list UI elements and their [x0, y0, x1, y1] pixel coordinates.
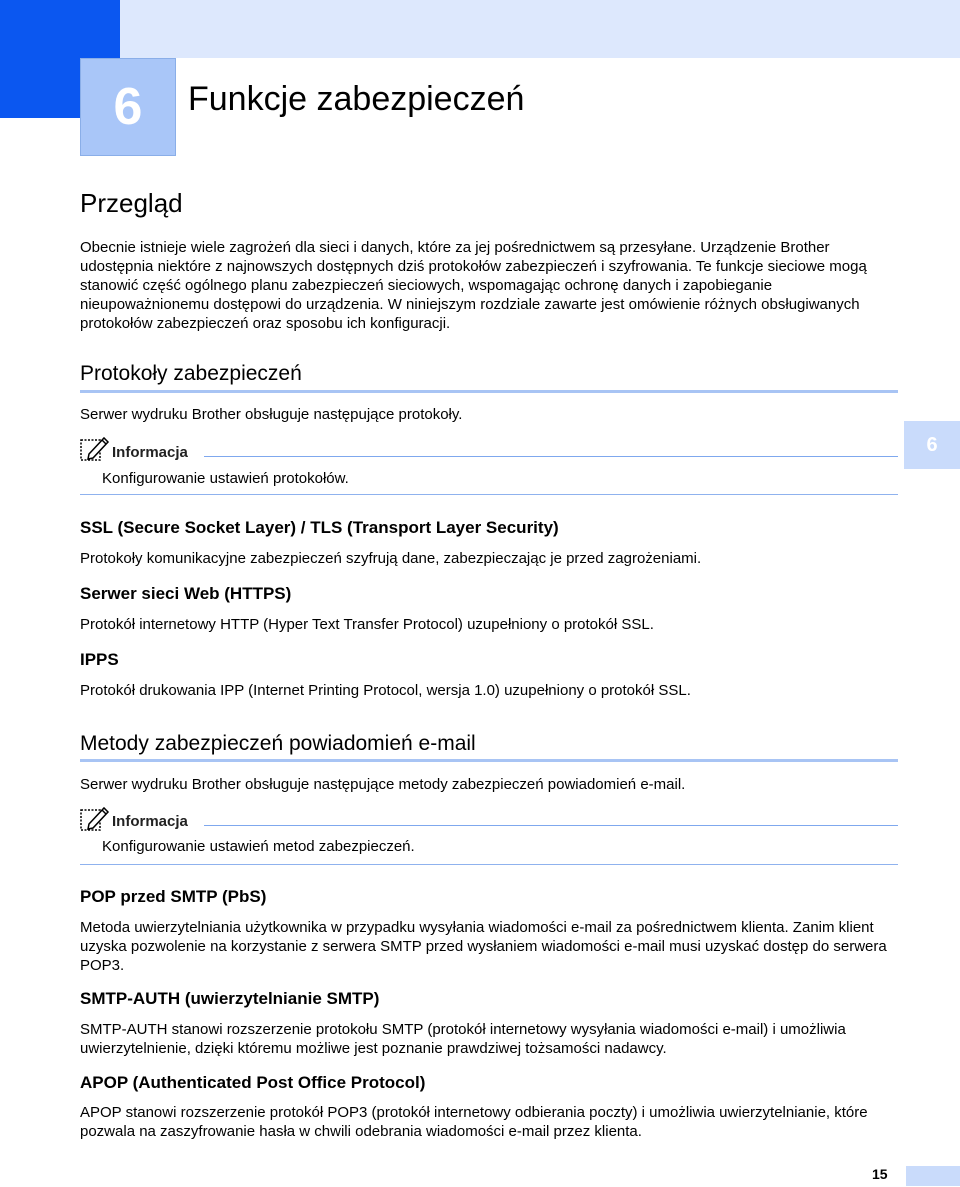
item-heading: SMTP-AUTH (uwierzytelnianie SMTP) [80, 989, 380, 1008]
chapter-side-tab: 6 [904, 421, 960, 469]
note-label: Informacja [112, 444, 188, 461]
email-intro: Serwer wydruku Brother obsługuje następujące metody zabezpieczeń powiadomień e-mail. [80, 776, 686, 793]
item-text: APOP stanowi rozszerzenie protokół POP3 (protokół internetowy odbierania poczty) i umożliwia uwierzytelnianie, które pozwala na zaszyfrowanie hasła w chwili odebrania wiadomości e-mail przez klienta. [80, 1104, 868, 1140]
item-text: SMTP-AUTH stanowi rozszerzenie protokołu SMTP (protokół internetowy wysyłania wiadomości e-mail) i umożliwia uwierzytelnienie, dzięki któremu możliwe jest poznanie prawdziwej tożsamości nadawcy. [80, 1021, 846, 1057]
note-divider [204, 825, 898, 826]
chapter-title: Funkcje zabezpieczeń [188, 80, 525, 118]
note-text: Konfigurowanie ustawień metod zabezpieczeń. [102, 838, 415, 855]
note-end-rule [80, 864, 898, 865]
email-heading-rule [80, 759, 898, 762]
item-heading: Serwer sieci Web (HTTPS) [80, 584, 292, 603]
note-pencil-icon [80, 806, 110, 832]
note-divider [204, 456, 898, 457]
email-heading: Metody zabezpieczeń powiadomień e-mail [80, 732, 476, 755]
overview-heading: Przegląd [80, 188, 183, 218]
protocols-heading-rule [80, 390, 898, 393]
item-text: Metoda uwierzytelniania użytkownika w przypadku wysyłania wiadomości e-mail za pośrednictwem klienta. Zanim klient uzyska pozwolenie na korzystanie z serwera SMTP przed wysłaniem wiadomości e-mail musi uzyskać dostęp do serwera POP3. [80, 919, 887, 974]
item-heading: SSL (Secure Socket Layer) / TLS (Transport Layer Security) [80, 518, 559, 537]
item-heading: IPPS [80, 650, 119, 669]
page-number: 15 [872, 1166, 888, 1182]
chapter-number: 6 [80, 58, 176, 156]
page-number-bar [906, 1166, 960, 1186]
protocols-heading: Protokoły zabezpieczeń [80, 362, 302, 385]
overview-text: Obecnie istnieje wiele zagrożeń dla sieci i danych, które za jej pośrednictwem są przesyłane. Urządzenie Brother udostępnia niektóre z najnowszych dostępnych dziś protokołów zabezpieczeń i szyfrowania. Te funkcje sieciowe mogą stanowić część ogólnego planu zabezpieczeń sieciowych, wspomagając ochronę danych i zapobieganie nieupoważnionemu dostępowi do urządzenia. W niniejszym rozdziale zawarte jest omówienie różnych obsługiwanych protokołów zabezpieczeń oraz sposobu ich konfiguracji. [80, 239, 867, 332]
item-text: Protokół internetowy HTTP (Hyper Text Transfer Protocol) uzupełniony o protokół SSL. [80, 616, 654, 633]
note-label: Informacja [112, 813, 188, 830]
header-band [120, 0, 960, 58]
protocols-intro: Serwer wydruku Brother obsługuje następujące protokoły. [80, 406, 463, 423]
note-end-rule [80, 494, 898, 495]
note-text: Konfigurowanie ustawień protokołów. [102, 470, 349, 487]
item-text: Protokoły komunikacyjne zabezpieczeń szyfrują dane, zabezpieczając je przed zagrożeniami. [80, 550, 702, 567]
item-text: Protokół drukowania IPP (Internet Printing Protocol, wersja 1.0) uzupełniony o protokół SSL. [80, 682, 691, 699]
item-heading: POP przed SMTP (PbS) [80, 887, 267, 906]
note-pencil-icon [80, 436, 110, 462]
item-heading: APOP (Authenticated Post Office Protocol) [80, 1073, 426, 1092]
